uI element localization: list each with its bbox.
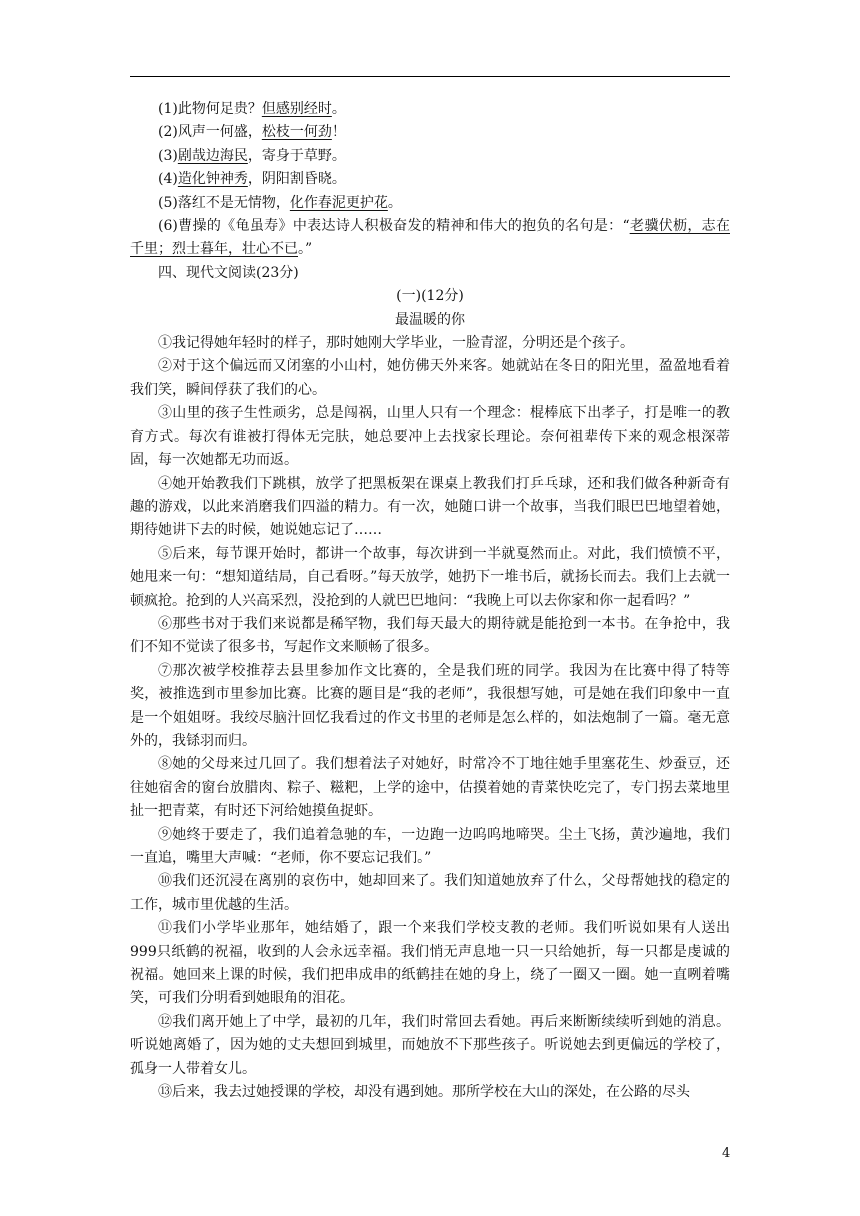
answer-line (158, 192, 730, 215)
article-paragraph: ⑤后来，每节课开始时，都讲一个故事，每次讲到一半就戛然而止。对此，我们愤愤不平，她甩来一句：“想知道结局，自己看呀。”每天放学，她扔下一堆书后，就扬长而去。我们上去就一顿疯抢。抢到的人兴高采烈，没抢到的人就巴巴地问：“我晚上可以去你家和你一起看吗？” (130, 545, 730, 609)
article-paragraph: ⑦那次被学校推荐去县里参加作文比赛的，全是我们班的同学。我因为在比赛中得了特等奖，被推选到市里参加比赛。比赛的题目是“我的老师”，我很想写她，可是她在我们印象中一直是一个姐姐呀。我绞尽脑汁回忆我看过的作文书里的老师是怎么样的，如法炮制了一篇。毫无意外的，我铩羽而归。 (130, 662, 730, 749)
answer-line (158, 98, 730, 121)
answer-text: (1)此物何足贵？ (158, 101, 262, 117)
article-paragraph: ⑪我们小学毕业那年，她结婚了，跟一个来我们学校支教的老师。我们听说如果有人送出999只纸鹤的祝福，收到的人会永远幸福。我们悄无声息地一只一只给她折，每一只都是虔诚的祝福。她回来上课的时候，我们把串成串的纸鹤挂在她的身上，绕了一圈又一圈。她一直咧着嘴笑，可我们分明看到她眼角的泪花。 (130, 920, 730, 1007)
answer-line (158, 145, 730, 168)
answer-underlined: 但感别经时 (261, 101, 332, 117)
page-content (130, 98, 730, 1104)
answer-text: (3) (158, 147, 178, 164)
answer-line (130, 215, 730, 262)
answer-text: (5)落红不是无情物， (158, 194, 290, 211)
article-paragraph: ③山里的孩子生性顽劣，总是闯祸，山里人只有一个理念：棍棒底下出孝子，打是唯一的教育方式。每次有谁被打得体无完肤，她总要冲上去找家长理论。奈何祖辈传下来的观念根深蒂固，每一次她都无功而返。 (130, 405, 730, 469)
answer-underlined: 化作春泥更护花 (289, 194, 388, 211)
article-paragraph: ⑬后来，我去过她授课的学校，却没有遇到她。那所学校在大山的深处，在公路的尽头 (158, 1084, 690, 1101)
header-rule (130, 76, 730, 77)
answer-text: 。” (298, 241, 313, 258)
answer-text: ，阴阳割昏晓。 (247, 171, 346, 188)
part-label: (一)(12分) (396, 288, 464, 305)
article-paragraph: ⑫我们离开她上了中学，最初的几年，我们时常回去看她。再后来断断续续听到她的消息。听说她离婚了，因为她的丈夫想回到城里，而她放不下那些孩子。听说她去到更偏远的学校了，孤身一人带着女儿。 (130, 1013, 730, 1077)
article-paragraph: ⑧她的父母来过几回了。我们想着法子对她好，时常冷不丁地往她手里塞花生、炒蚕豆，还往她宿舍的窗台放腊肉、粽子、糍粑，上学的途中，估摸着她的青菜快吃完了，专门拐去菜地里扯一把青菜，有时还下河给她摸鱼捉虾。 (130, 756, 730, 820)
article-paragraph: ④她开始教我们下跳棋，放学了把黑板架在课桌上教我们打乒乓球，还和我们做各种新奇有趣的游戏，以此来消磨我们四溢的精力。有一次，她随口讲一个故事，当我们眼巴巴地望着她，期待她讲下去的时候，她说她忘记了…… (130, 475, 730, 539)
article-paragraph: ⑥那些书对于我们来说都是稀罕物，我们每天最大的期待就是能抢到一本书。在争抢中，我们不知不觉读了很多书，写起作文来顺畅了很多。 (130, 615, 730, 656)
answer-text: 。 (331, 101, 346, 117)
answer-line (158, 121, 730, 144)
answer-text: ！ (331, 124, 346, 141)
answer-text: (2)风声一何盛， (158, 124, 262, 141)
answer-text: (6)曹操的《龟虽寿》中表达诗人积极奋发的精神和伟大的抱负的名句是：“ (158, 218, 630, 235)
answer-underlined: 松枝一何劲 (261, 124, 332, 141)
article-paragraph: ①我记得她年轻时的样子，那时她刚大学毕业，一脸青涩，分明还是个孩子。 (158, 335, 634, 352)
answer-text: 。 (387, 194, 402, 211)
article-paragraph: ⑨她终于要走了，我们追着急驰的车，一边跑一边呜呜地啼哭。尘土飞扬，黄沙遍地，我们一直追，嘴里大声喊：“老师，你不要忘记我们。” (130, 826, 730, 866)
answer-text: ，寄身于草野。 (247, 147, 346, 164)
article-paragraph: ⑩我们还沉浸在离别的哀伤中，她却回来了。我们知道她放弃了什么，父母帮她找的稳定的工作，城市里优越的生活。 (130, 873, 730, 913)
answer-underlined: 造化钟神秀 (177, 171, 248, 188)
answer-line (158, 168, 730, 191)
answer-text: (4) (158, 171, 178, 188)
article-title: 最温暖的你 (395, 311, 465, 328)
answer-underlined: 老骥伏枥，志在千里；烈士暮年，壮心不已 (130, 218, 730, 258)
answer-underlined: 剧哉边海民 (177, 147, 248, 164)
page-number: 4 (722, 1146, 731, 1161)
section-heading: 四、现代文阅读(23分) (158, 264, 299, 281)
article-paragraph: ②对于这个偏远而又闭塞的小山村，她仿佛天外来客。她就站在冬日的阳光里，盈盈地看着我们笑，瞬间俘获了我们的心。 (130, 358, 730, 398)
